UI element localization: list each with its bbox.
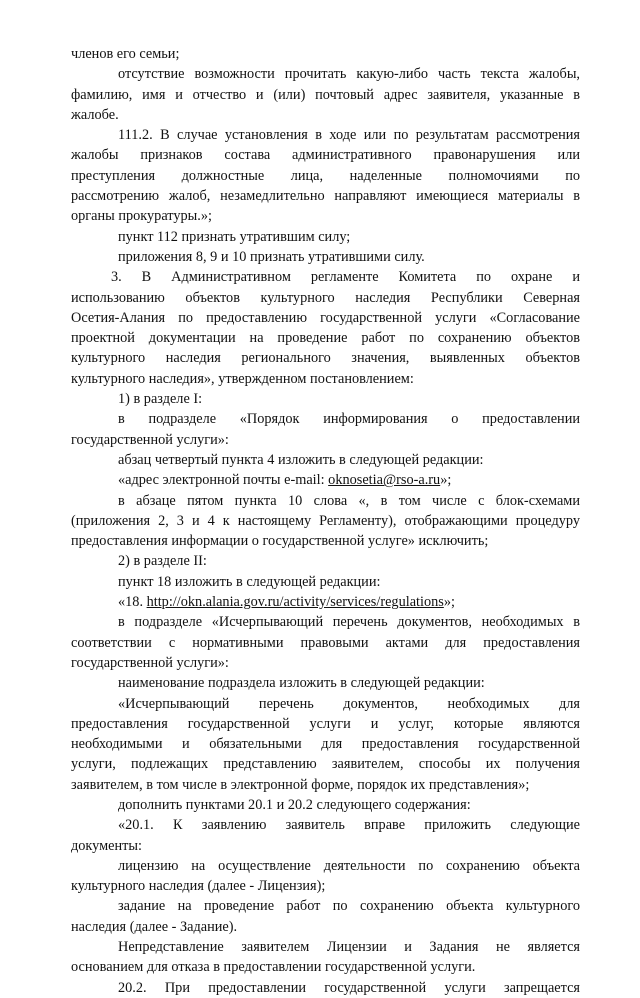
text-line: «Исчерпывающий перечень документов, необходимых для bbox=[118, 695, 580, 712]
text-line: преступления должностные лица, наделенные полномочиями по bbox=[71, 167, 580, 184]
text-line: документы: bbox=[71, 837, 142, 854]
text-line: культурного наследия регионального значения, выявленных объектов bbox=[71, 350, 580, 367]
text-line: «20.1. К заявлению заявитель вправе приложить следующие bbox=[118, 817, 580, 834]
text-line: жалобы признаков состава административного правонарушения или bbox=[71, 147, 580, 164]
text-line: 1) в разделе I: bbox=[118, 391, 203, 408]
text-line: пункт 18 изложить в следующей редакции: bbox=[118, 573, 381, 590]
text-line: необходимыми и обязательными для предоставления государственной bbox=[71, 736, 580, 753]
text-line: культурного наследия», утвержденном постановлением: bbox=[71, 370, 414, 387]
text-line: рассмотрению жалоб, незамедлительно направляют имеющиеся материалы в bbox=[71, 188, 580, 205]
text-line: использованию объектов культурного наследия Республики Северная bbox=[71, 289, 580, 306]
email-link-line[interactable]: «адрес электронной почты e-mail: oknosetia@rso-a.ru»; bbox=[118, 472, 452, 489]
text-line: членов его семьи; bbox=[71, 46, 180, 62]
text-line: пункт 112 признать утратившим силу; bbox=[118, 228, 351, 245]
text-line: государственной услуги»: bbox=[71, 431, 229, 448]
text-line: приложения 8, 9 и 10 признать утратившими силу. bbox=[118, 248, 425, 265]
text-line: 111.2. В случае установления в ходе или по результатам рассмотрения bbox=[118, 127, 580, 144]
text-line: (приложения 2, 3 и 4 к настоящему Регламенту), отображающими процедуру bbox=[71, 512, 580, 529]
hyperlink[interactable]: http://okn.alania.gov.ru/activity/services/regulations bbox=[146, 594, 444, 611]
text-line: основанием для отказа в предоставлении государственной услуги. bbox=[71, 959, 476, 976]
text-line: культурного наследия (далее - Лицензия); bbox=[71, 878, 326, 895]
text-line: 2) в разделе II: bbox=[118, 553, 207, 570]
hyperlink[interactable]: oknosetia@rso-a.ru bbox=[328, 472, 441, 489]
text-line: соответствии с нормативными правовыми актами для предоставления bbox=[71, 634, 580, 651]
text-line: в подразделе «Порядок информирования о предоставлении bbox=[118, 411, 580, 428]
text-line: государственной услуги»: bbox=[71, 654, 229, 671]
text-line: 3. В Административном регламенте Комитета по охране и bbox=[111, 269, 580, 286]
text-line: Осетия-Алания по предоставлению государственной услуги «Согласование bbox=[71, 309, 580, 326]
text-line: предоставления информации о государственной услуге» исключить; bbox=[71, 533, 489, 550]
text-line: в абзаце пятом пункта 10 слова «, в том числе с блок-схемами bbox=[118, 492, 580, 509]
text-line: задание на проведение работ по сохранению объекта культурного bbox=[118, 898, 580, 915]
text-line: фамилию, имя и отчество и (или) почтовый адрес заявителя, указанные в bbox=[71, 86, 580, 103]
text-line: абзац четвертый пункта 4 изложить в следующей редакции: bbox=[118, 451, 484, 468]
text-line: лицензию на осуществление деятельности по сохранению объекта bbox=[118, 857, 580, 874]
text-line: заявителем, в том числе в электронной форме, порядок их представления»; bbox=[71, 776, 530, 793]
text-line: в подразделе «Исчерпывающий перечень документов, необходимых в bbox=[118, 614, 580, 631]
text-line: наименование подраздела изложить в следующей редакции: bbox=[118, 675, 485, 692]
text-line: органы прокуратуры.»; bbox=[71, 208, 212, 225]
text-line: предоставления государственной услуги и услуг, которые являются bbox=[71, 715, 580, 732]
text-line: жалобе. bbox=[71, 106, 119, 123]
text-line: наследия (далее - Задание). bbox=[71, 918, 238, 935]
text-line: дополнить пунктами 20.1 и 20.2 следующего содержания: bbox=[118, 796, 471, 813]
url-link-line[interactable]: «18. http://okn.alania.gov.ru/activity/services/regulations»; bbox=[118, 594, 455, 611]
text-line: Непредставление заявителем Лицензии и Задания не является bbox=[118, 939, 580, 956]
text-line: проектной документации на проведение работ по сохранению объектов bbox=[71, 330, 580, 347]
text-line: 20.2. При предоставлении государственной услуги запрещается bbox=[118, 979, 580, 996]
text-line: услуги, подлежащих представлению заявителем, способы их получения bbox=[71, 756, 580, 773]
text-line: отсутствие возможности прочитать какую-либо часть текста жалобы, bbox=[118, 66, 580, 83]
